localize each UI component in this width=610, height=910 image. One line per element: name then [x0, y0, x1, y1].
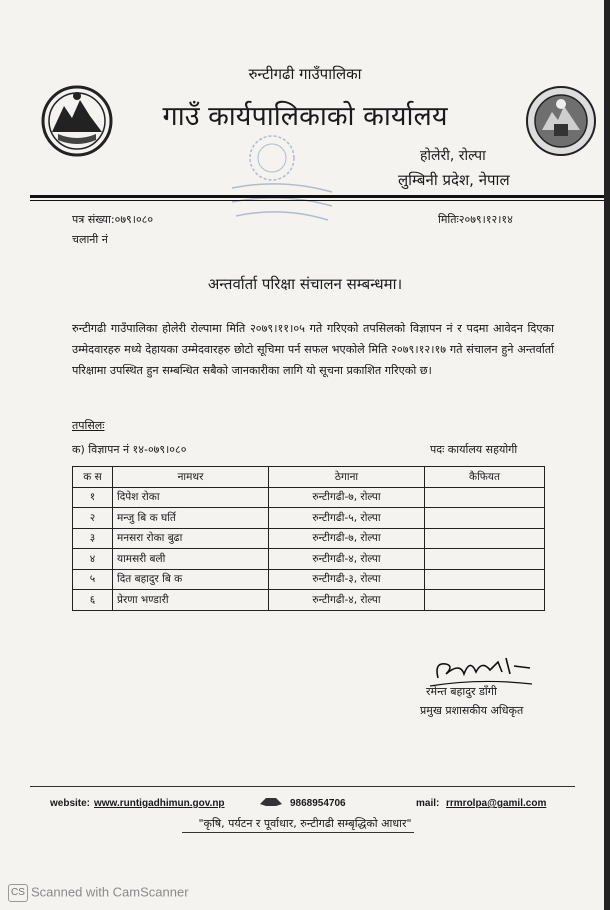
column-header-address: ठेगाना: [269, 467, 425, 488]
advertisement-number: क) विज्ञापन नं १४-०७९।०८०: [72, 443, 187, 456]
mail-link[interactable]: rrmrolpa@gamil.com: [446, 798, 547, 809]
table-row: [73, 590, 545, 611]
scanner-watermark: [8, 884, 189, 902]
office-name: रुन्टीगढी गाउँपालिका: [248, 65, 362, 83]
header-divider: [30, 195, 605, 198]
cell-serial: ३: [73, 528, 113, 549]
cell-serial: ६: [73, 590, 113, 611]
table-row: [73, 549, 545, 570]
header-divider-thin: [30, 200, 605, 201]
cell-name: दित बहादुर बि क: [113, 569, 269, 590]
column-header-remarks: कैफियत: [425, 467, 545, 488]
reference-number: पत्र संख्या:०७९।०८०: [72, 213, 154, 226]
post-name: पदः कार्यालय सहयोगी: [430, 443, 518, 456]
cell-name: मनसरा रोका बुढा: [113, 528, 269, 549]
phone-icon: [258, 796, 284, 808]
dispatch-number: चलानी नं: [72, 233, 108, 246]
cell-remarks: [425, 590, 545, 611]
website-label: website:: [50, 798, 91, 809]
signatory-name: रमेन्त बहादुर डाँगी: [426, 685, 497, 698]
cell-name: मन्जु बि क घर्ति: [113, 508, 269, 529]
cell-name: प्रेरणा भण्डारी: [113, 590, 269, 611]
cell-remarks: [425, 487, 545, 508]
list-heading: तपसिलः: [72, 419, 105, 432]
cell-remarks: [425, 549, 545, 570]
camscanner-icon: CS: [8, 884, 28, 902]
table-header-row: [73, 467, 545, 488]
document-date: मितिः२०७९।१२।१४: [438, 213, 513, 226]
cell-name: दिपेश रोका: [113, 487, 269, 508]
cell-serial: ४: [73, 549, 113, 570]
subject-line: अन्तर्वार्ता परिक्षा संचालन सम्बन्धमा।: [207, 275, 403, 293]
website-link[interactable]: www.runtigadhimun.gov.np: [94, 798, 225, 809]
address-line-2: लुम्बिनी प्रदेश, नेपाल: [398, 171, 510, 189]
slogan-underline: [182, 832, 414, 833]
table-row: [73, 508, 545, 529]
address-line-1: होलेरी, रोल्पा: [420, 148, 486, 164]
cell-address: रुन्टीगढी-७, रोल्पा: [269, 528, 425, 549]
cell-address: रुन्टीगढी-५, रोल्पा: [269, 508, 425, 529]
cell-remarks: [425, 528, 545, 549]
signatory-title: प्रमुख प्रशासकीय अधिकृत: [420, 704, 524, 717]
slogan: "कृषि, पर्यटन र पूर्वाधार, रुन्टीगढी सम्बृद्धिको आधार": [198, 817, 412, 830]
column-header-name: नामथर: [113, 467, 269, 488]
cell-remarks: [425, 508, 545, 529]
cell-serial: १: [73, 487, 113, 508]
cell-remarks: [425, 569, 545, 590]
phone-number: 9868954706: [290, 798, 346, 809]
column-header-serial: क स: [73, 467, 113, 488]
cell-address: रुन्टीगढी-३, रोल्पा: [269, 569, 425, 590]
candidate-table: [72, 466, 545, 611]
notice-body: रुन्टीगढी गाउँपालिका होलेरी रोल्पामा मिति २०७९।११।०५ गते गरिएको तपसिलको विज्ञापन नं र पदमा आवेदन दिएका उम्मेदवारहरु मध्ये देहायका उम्मेदवारहरु छोटो सूचिमा पर्न सफल भएकोले मिति २०७९।१२।१७ गते संचालन हुने अन्तर्वार्ता परिक्षामा उपस्थित हुन सम्बन्धित सबैको जानकारीका लागि यो सूचना प्रकाशित गरिएको छ।: [72, 322, 554, 377]
office-stamp-icon: [222, 128, 342, 238]
cell-serial: ५: [73, 569, 113, 590]
scan-edge-shadow: [604, 0, 610, 910]
cell-address: रुन्टीगढी-७, रोल्पा: [269, 487, 425, 508]
scanner-text: Scanned with CamScanner: [31, 884, 189, 900]
cell-serial: २: [73, 508, 113, 529]
cell-address: रुन्टीगढी-४, रोल्पा: [269, 549, 425, 570]
cell-name: यामसरी बली: [113, 549, 269, 570]
office-title: गाउँ कार्यपालिकाको कार्यालय: [162, 101, 448, 132]
mail-label: mail:: [416, 798, 440, 809]
table-row: [73, 487, 545, 508]
table-row: [73, 528, 545, 549]
table-row: [73, 569, 545, 590]
cell-address: रुन्टीगढी-४, रोल्पा: [269, 590, 425, 611]
footer-divider: [30, 786, 575, 787]
